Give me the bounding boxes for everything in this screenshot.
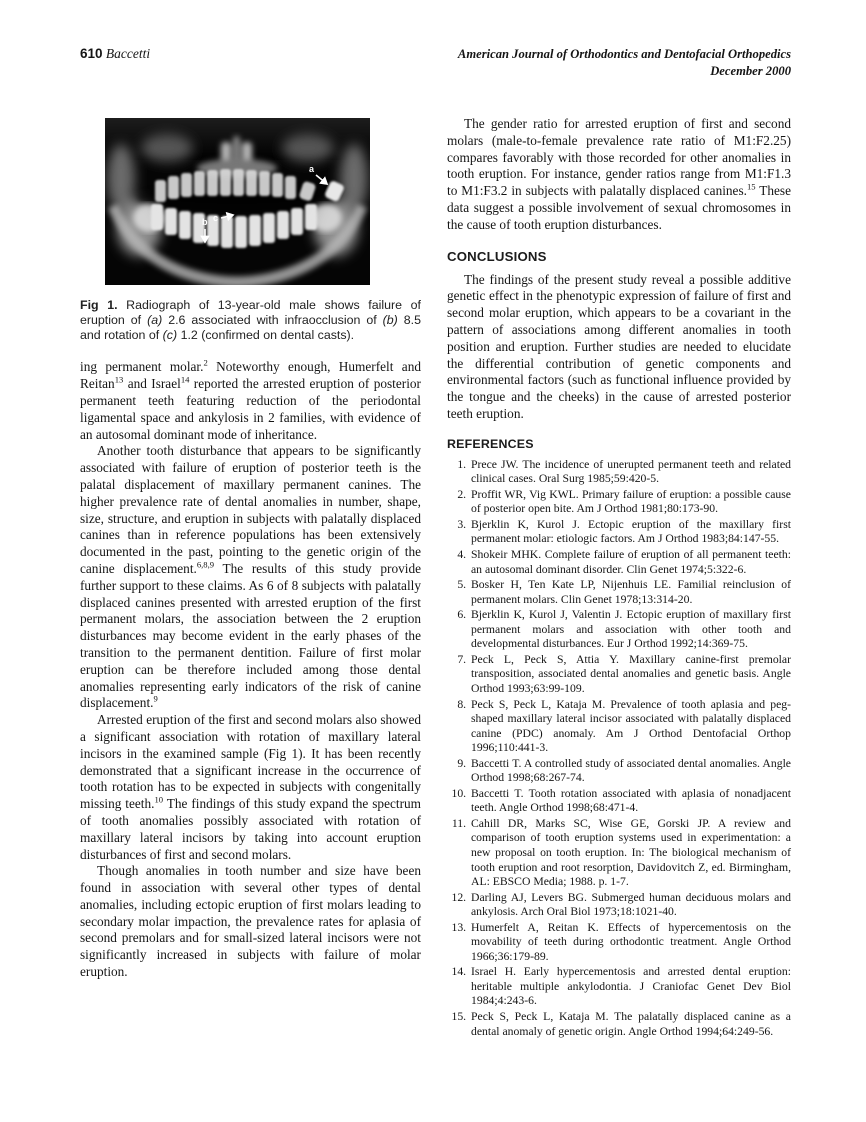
reference-item: 14. Israel H. Early hypercementosis and arrested dental eruption: heritable multiple ankylodontia. J Craniofac Genet Dev Biol 1984;4:243-6.	[469, 965, 791, 1009]
figure-label-b: b	[202, 217, 208, 227]
reference-item: 4. Shokeir MHK. Complete failure of eruption of all permanent teeth: an autosomal dominant disorder. Clin Genet 1974;5:322-6.	[469, 548, 791, 577]
reference-item: 6. Bjerklin K, Kurol J, Valentin J. Ectopic eruption of maxillary first permanent molars and association with other tooth and developmental disturbances. Eur J Orthod 1992;14:369-75.	[469, 608, 791, 652]
reference-item: 5. Bosker H, Ten Kate LP, Nijenhuis LE. Familial reinclusion of permanent molars. Clin Genet 1978;13:314-20.	[469, 578, 791, 607]
text-run: The results of this study provide further support to these claims. As 6 of 8 subjects with palatally displaced canines presented with arrested eruption of the first permanent molars, the association between the 2 eruption disturbances may become evident in the early phases of the transition to the permanent dentition. Failure of first molar eruption can be therefore included among those dental anomalies representing early indicators of the risk of canine displacement.	[80, 560, 421, 711]
running-author: Baccetti	[105, 46, 151, 61]
text-run: Radiograph of 13-year-old male shows failure of eruption of	[80, 298, 421, 327]
text-run: The findings of the present study reveal a possible additive genetic effect in the phenotypic expression of failure of first and second molar eruption, which appears to be a covariant in the pattern of associations among different anomalies in tooth position and eruption. Further studies are needed to elucidate the differential contribution of genetic components and environmental factors (such as functional influence provided by the tongue and the cheeks) in the cause of arrested posterior teeth eruption.	[447, 271, 791, 421]
reference-item: 9. Baccetti T. A controlled study of associated dental anomalies. Angle Orthod 1998;68:267-74.	[469, 757, 791, 786]
text-run: 8.5 and rotation of	[80, 312, 421, 342]
text-run: (b)	[382, 312, 398, 327]
figure-label-a: a	[309, 164, 315, 174]
text-run: Fig 1.	[80, 298, 127, 312]
reference-item: 7. Peck L, Peck S, Attia Y. Maxillary canine-first premolar transposition, associated dental anomalies and genetic basis. Angle Orthod 1993;63:99-109.	[469, 653, 791, 697]
citation-superscript: 2	[203, 357, 208, 368]
reference-item: 3. Bjerklin K, Kurol J. Ectopic eruption of the maxillary first permanent molar: etiologic factors. Am J Orthod 1983;84:147-55.	[469, 518, 791, 547]
figure-1	[105, 118, 370, 285]
journal-name: American Journal of Orthodontics and Dentofacial Orthopedics	[457, 47, 791, 61]
conclusions-text	[447, 272, 791, 423]
text-run: Another tooth disturbance that appears to be significantly associated with failure of eruption of posterior teeth is the palatal displacement of maxillary permanent canines. The higher prevalence rate of dental anomalies in number, shape, size, structure, and eruption in subjects with palatally displaced canines than in reference populations has been extensively documented in the past, pointing to the genetic origin of the canine displacement.	[80, 443, 421, 576]
citation-superscript: 9	[153, 693, 158, 704]
text-run: 2.6 associated with infraocclusion of	[162, 312, 383, 327]
journal-masthead	[458, 46, 791, 80]
text-run: Noteworthy enough, Humerfelt and Reitan	[80, 359, 421, 392]
text-run: These data suggest a possible involvement of sexual chromosomes in the cause of tooth eruption disturbances.	[447, 183, 791, 232]
references-list	[447, 458, 791, 1039]
page-number: 610	[80, 46, 103, 61]
text-run: (a)	[147, 312, 163, 327]
body-paragraph	[447, 272, 791, 423]
text-run: ing permanent molar.	[80, 359, 204, 375]
body-paragraph	[447, 116, 791, 234]
left-column	[80, 118, 421, 981]
reference-item: 10. Baccetti T. Tooth rotation associated with aplasia of nonadjacent teeth. Angle Orthod 1998;68:471-4.	[469, 787, 791, 816]
citation-superscript: 15	[746, 181, 756, 192]
text-run: Arrested eruption of the first and second molars also showed a significant association with rotation of maxillary lateral incisors in the examined sample (Fig 1). It has been recently demonstrated that a significant increase in the occurrence of tooth rotation has to be expected in subjects with congenitally missing teeth.	[80, 712, 421, 812]
text-run: and Israel	[123, 376, 181, 392]
reference-item: 2. Proffit WR, Vig KWL. Primary failure of eruption: a possible cause of posterior open bite. Am J Orthod 1981;80:173-90.	[469, 488, 791, 517]
reference-item: 8. Peck S, Peck L, Kataja M. Prevalence of tooth aplasia and peg-shaped maxillary lateral incisor associated with palatally displaced canine (PDC) anomaly. Am J Orthod Dentofacial Orthop 1996;110:441-3.	[469, 698, 791, 756]
reference-item: 12. Darling AJ, Levers BG. Submerged human deciduous molars and ankylosis. Arch Oral Biol 1973;18:1021-40.	[469, 891, 791, 920]
gender-ratio-paragraph	[447, 116, 791, 234]
body-paragraph	[80, 443, 421, 712]
left-column-text	[80, 359, 421, 980]
reference-item: 15. Peck S, Peck L, Kataja M. The palatally displaced canine as a dental anomaly of genetic origin. Angle Orthod 1994;64:249-56.	[469, 1010, 791, 1039]
body-paragraph	[80, 359, 421, 443]
text-run: Though anomalies in tooth number and size have been found in association with several other types of dental anomalies, including ectopic eruption of first molars leading to secondary molar impaction, the prevalence rates for aplasia of second premolars and for small-sized lateral incisors were not significantly increased in subjects with failure of molar eruption.	[80, 863, 421, 980]
folio	[80, 46, 150, 62]
panoramic-radiograph	[105, 118, 370, 285]
page-header	[80, 46, 791, 80]
citation-superscript: 6,8,9	[196, 559, 215, 570]
reference-item: 13. Humerfelt A, Reitan K. Effects of hypercementosis on the movability of teeth during orthodontic treatment. Angle Orthod 1966;36:179-89.	[469, 921, 791, 965]
text-run: (c)	[162, 327, 178, 342]
figure-caption	[80, 298, 421, 342]
figure-label-c: c	[213, 213, 219, 223]
reference-item: 11. Cahill DR, Marks SC, Wise GE, Gorski JP. A review and comparison of tooth eruption systems used in experimentation: a new proposal on tooth eruption. In: The biological mechanism of tooth eruption and root resorption, Davidovitch Z, ed. Birmingham, AL: EBSCO Media; 1988. p. 1-7.	[469, 817, 791, 890]
text-run: The gender ratio for arrested eruption of first and second molars (male-to-female prevalence rate ratio of M1:F2.25) compares favorably with those recorded for other anomalies in tooth eruption. For instance, gender ratios range from M1:F1.3 to M1:F3.2 in subjects with palatally displaced canines.	[447, 116, 791, 199]
text-run: 1.2 (confirmed on dental casts).	[177, 327, 355, 342]
reference-item: 1. Prece JW. The incidence of unerupted permanent teeth and related clinical cases. Oral Surg 1985;59:420-5.	[469, 458, 791, 487]
citation-superscript: 14	[180, 374, 190, 385]
conclusions-heading: CONCLUSIONS	[447, 248, 547, 264]
issue-date: December 2000	[710, 64, 791, 78]
text-run: The findings of this study expand the spectrum of tooth anomalies possibly associated with rotation of maxillary lateral incisors by taking into account eruption disturbances of first and second molars.	[80, 796, 421, 862]
right-column	[447, 116, 791, 1040]
body-paragraph	[80, 712, 421, 863]
citation-superscript: 13	[114, 374, 124, 385]
references-heading: REFERENCES	[447, 436, 534, 451]
text-run: reported the arrested eruption of posterior permanent teeth featuring reduction of the periodontal ligamental space and ankylosis in 2 families, with evidence of an autosomal dominant mode of inheritance.	[80, 376, 421, 442]
body-paragraph	[80, 863, 421, 981]
citation-superscript: 10	[154, 794, 164, 805]
